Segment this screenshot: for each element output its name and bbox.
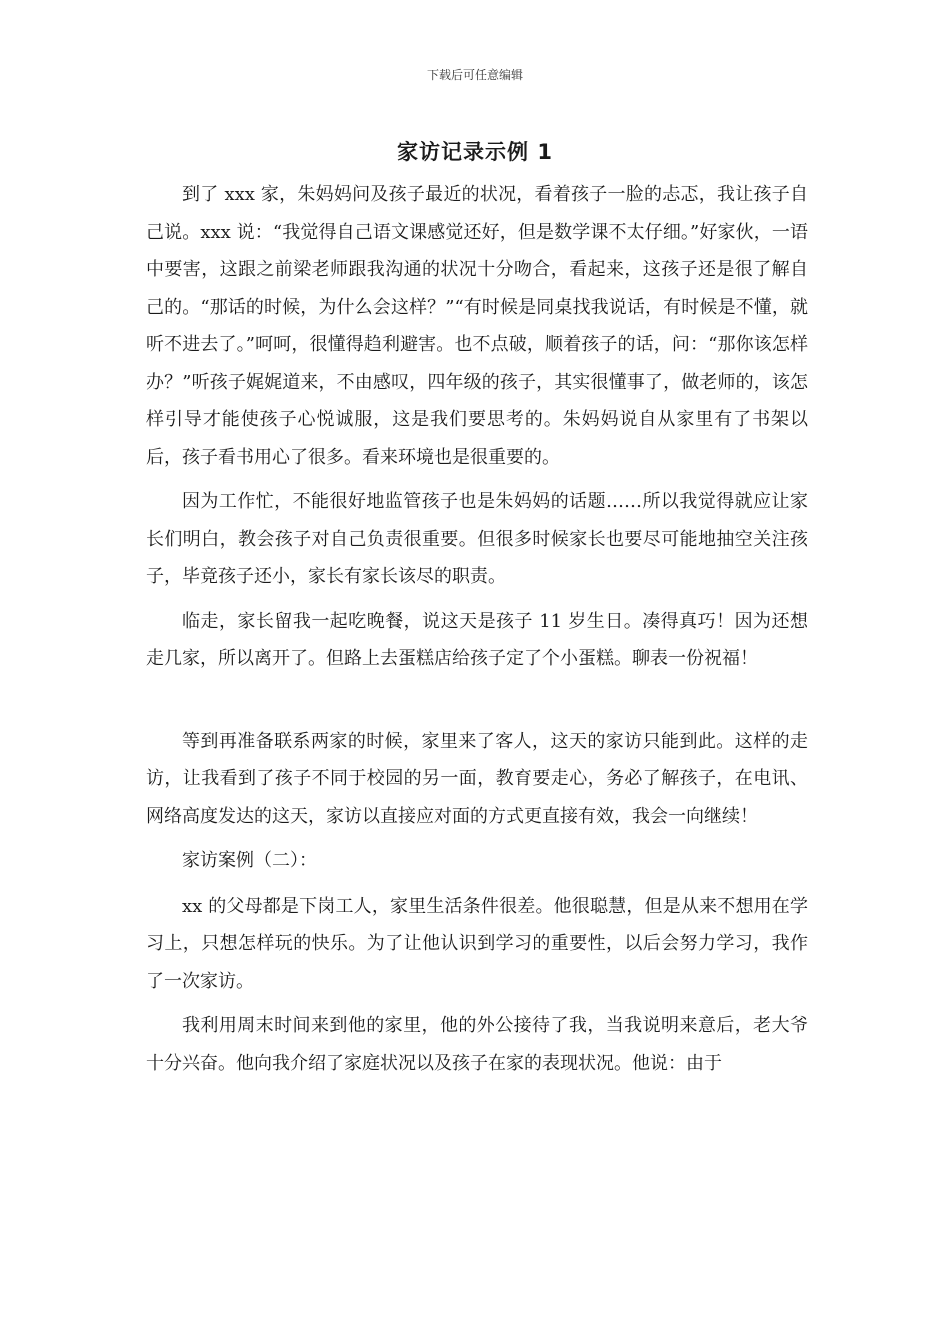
- paragraph: 我利用周末时间来到他的家里，他的外公接待了我，当我说明来意后，老大爷十分兴奋。他向我介绍了家庭状况以及孩子在家的表现状况。他说：由于: [146, 1015, 808, 1074]
- paragraph: 到了 xxx 家，朱妈妈问及孩子最近的状况，看着孩子一脸的忐忑，我让孩子自己说。xxx 说：“我觉得自己语文课感觉还好，但是数学课不太仔细。”好家伙，一语中要害，这跟之前梁老师跟我沟通的状况十分吻合，看起来，这孩子还是很了解自己的。“那话的时候，为什么会这样？”“有时候是同桌找我说话，有时候是不懂，就听不进去了。”呵呵，很懂得趋利避害。也不点破，顺着孩子的话，问：“那你该怎样办？”听孩子娓娓道来，不由感叹，四年级的孩子，其实很懂事了，做老师的，该怎样引导才能使孩子心悦诚服，这是我们要思考的。朱妈妈说自从家里有了书架以后，孩子看书用心了很多。看来环境也是很重要的。: [146, 184, 808, 468]
- document-title: 家访记录示例 1: [397, 140, 553, 164]
- header-note: 下载后可任意编辑: [426, 68, 523, 82]
- paragraph: 因为工作忙，不能很好地监管孩子也是朱妈妈的话题……所以我觉得就应让家长们明白，教会孩子对自己负责很重要。但很多时候家长也要尽可能地抽空关注孩子，毕竟孩子还小，家长有家长该尽的职责。: [146, 491, 808, 587]
- section-heading: 家访案例（二）：: [182, 850, 317, 871]
- paragraph: 临走，家长留我一起吃晚餐，说这天是孩子 11 岁生日。凑得真巧！因为还想走几家，所以离开了。但路上去蛋糕店给孩子定了个小蛋糕。聊表一份祝福！: [146, 610, 808, 669]
- document-body: [146, 176, 808, 1089]
- paragraph: 等到再准备联系两家的时候，家里来了客人，这天的家访只能到此。这样的走访，让我看到了孩子不同于校园的另一面，教育要走心，务必了解孩子，在电讯、网络高度发达的这天，家访以直接应对面的方式更直接有效，我会一向继续！: [146, 730, 808, 827]
- paragraph: xx 的父母都是下岗工人，家里生活条件很差。他很聪慧，但是从来不想用在学习上，只想怎样玩的快乐。为了让他认识到学习的重要性，以后会努力学习，我作了一次家访。: [146, 895, 808, 992]
